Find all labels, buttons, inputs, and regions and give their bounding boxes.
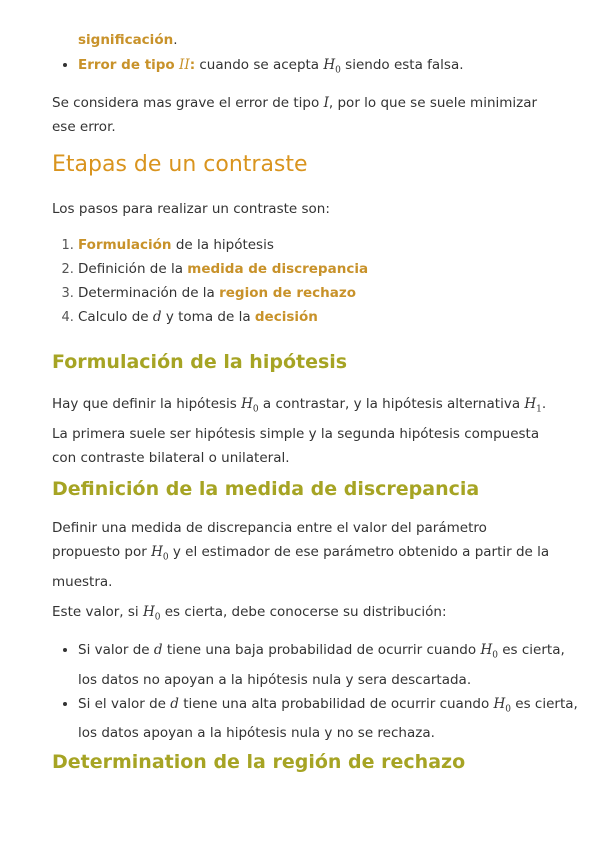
list-item-step: 3. Determinación de la region de rechazo <box>78 281 578 305</box>
definicion-paragraph-2: Este valor, si $H_0$ es cierta, debe conocerse su distribución: <box>52 604 447 623</box>
signif-line: significación. <box>78 32 178 48</box>
steps-list <box>52 233 578 329</box>
list-item-step: 4. Calculo de d y toma de la decisión <box>78 305 578 329</box>
section-title-definicion: Definición de la medida de discrepancia <box>52 478 480 500</box>
section-title-determinacion: Determination de la región de rechazo <box>52 751 466 773</box>
definicion-paragraph-1: Definir una medida de discrepancia entre el valor del parámetro propuesto por $H_0$ y el estimador de ese parámetro obtenido a partir de la muestra. <box>52 520 550 590</box>
formulacion-paragraph: Hay que definir la hipótesis $H_0$ a contrastar, y la hipótesis alternativa $H_1$. La primera suele ser hipótesis simple y la segunda hipótesis compuesta con contraste bilateral o unilateral. <box>52 396 547 466</box>
intro-paragraph: Se considera mas grave el error de tipo I, por lo que se suele minimizar ese error. <box>52 95 538 135</box>
list-item: • Si el valor de d tiene una alta probabilidad de ocurrir cuando $H_0$ es cierta, los datos apoyan a la hipótesis nula y no se rechaza. <box>78 692 578 746</box>
signif-term: significación <box>78 32 174 48</box>
section-title-formulacion: Formulación de la hipótesis <box>52 351 348 373</box>
list-item: • Si valor de d tiene una baja probabilidad de ocurrir cuando $H_0$ es cierta, los datos no apoyan a la hipótesis nula y sera descartada. <box>78 638 578 692</box>
distribution-list <box>52 638 578 745</box>
etapas-intro: Los pasos para realizar un contraste son: <box>52 201 330 217</box>
section-title-etapas: Etapas de un contraste <box>52 152 308 177</box>
list-item-step: 1. Formulación de la hipótesis <box>78 233 578 257</box>
list-item-step: 2. Definición de la medida de discrepancia <box>78 257 578 281</box>
list-item-error-tipo-2: • Error de tipo II: cuando se acepta $H_0$ siendo esta falsa. <box>78 53 578 83</box>
error-tipo-term: Error de tipo <box>78 57 175 73</box>
error-list <box>52 53 578 83</box>
